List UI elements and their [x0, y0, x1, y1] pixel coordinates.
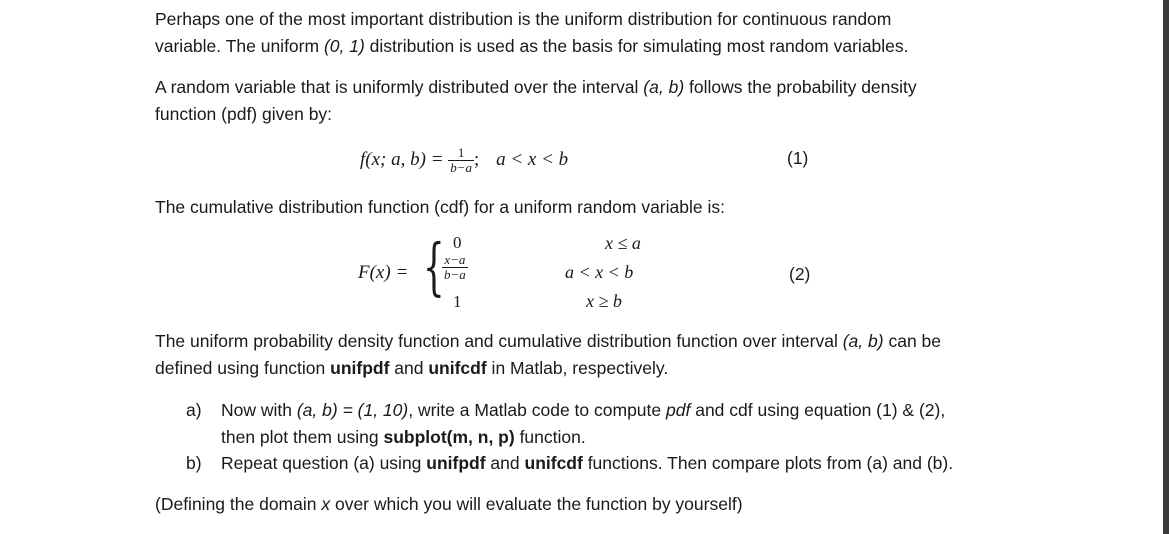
intro-paragraph: Perhaps one of the most important distribution is the uniform distribution for continuous random variable. The uniform (0, 1) distribution is used as the basis for simulating most random variables. — [155, 9, 909, 56]
case3-condition: x ≥ b — [586, 291, 622, 311]
case3-value: 1 — [453, 292, 462, 311]
question-a-label: a) — [186, 400, 202, 420]
equation-number-2: (2) — [789, 264, 811, 284]
case2-condition: a < x < b — [565, 262, 634, 282]
pdf-equation: f(x; a, b) = $\frac{1}{b-a}$ ; a < x < b — [360, 145, 569, 175]
question-a: a) Now with (a, b) = (1, 10), write a Matlab code to compute pdf and cdf using equation (1) & (2), then plot them using subplot(m, n, p) function. — [186, 397, 1026, 451]
cdf-intro-paragraph: The cumulative distribution function (cdf) for a uniform random variable is: — [155, 197, 725, 217]
left-brace: { — [423, 230, 445, 303]
footer-note: (Defining the domain x over which you will evaluate the function by yourself) — [155, 494, 743, 514]
window-edge — [1163, 0, 1169, 534]
matlab-functions-paragraph: The uniform probability density function and cumulative distribution function over interval (a, b) can be defined using function unifpdf and unifcdf in Matlab, respectively. — [155, 331, 941, 378]
case2-value: $\frac{x-a}{b-a}$ — [444, 252, 466, 282]
cdf-lhs: F(x) = — [358, 262, 409, 283]
equation-number-1: (1) — [787, 148, 809, 168]
question-b-label: b) — [186, 453, 202, 473]
pdf-fraction: $\frac{1}{b-a}$ — [450, 145, 473, 175]
pdf-intro-paragraph: A random variable that is uniformly distributed over the interval (a, b) follows the probability density function (pdf) given by: — [155, 77, 917, 124]
pdf-condition: a < x < b — [496, 148, 569, 170]
intro-line-1: Perhaps one of the most important distribution is the uniform distribution for continuous random — [155, 9, 892, 29]
case1-condition: x ≤ a — [605, 233, 641, 253]
question-b: b) Repeat question (a) using unifpdf and unifcdf functions. Then compare plots from (a) and (b). — [186, 450, 1026, 477]
case1-value: 0 — [453, 233, 462, 252]
